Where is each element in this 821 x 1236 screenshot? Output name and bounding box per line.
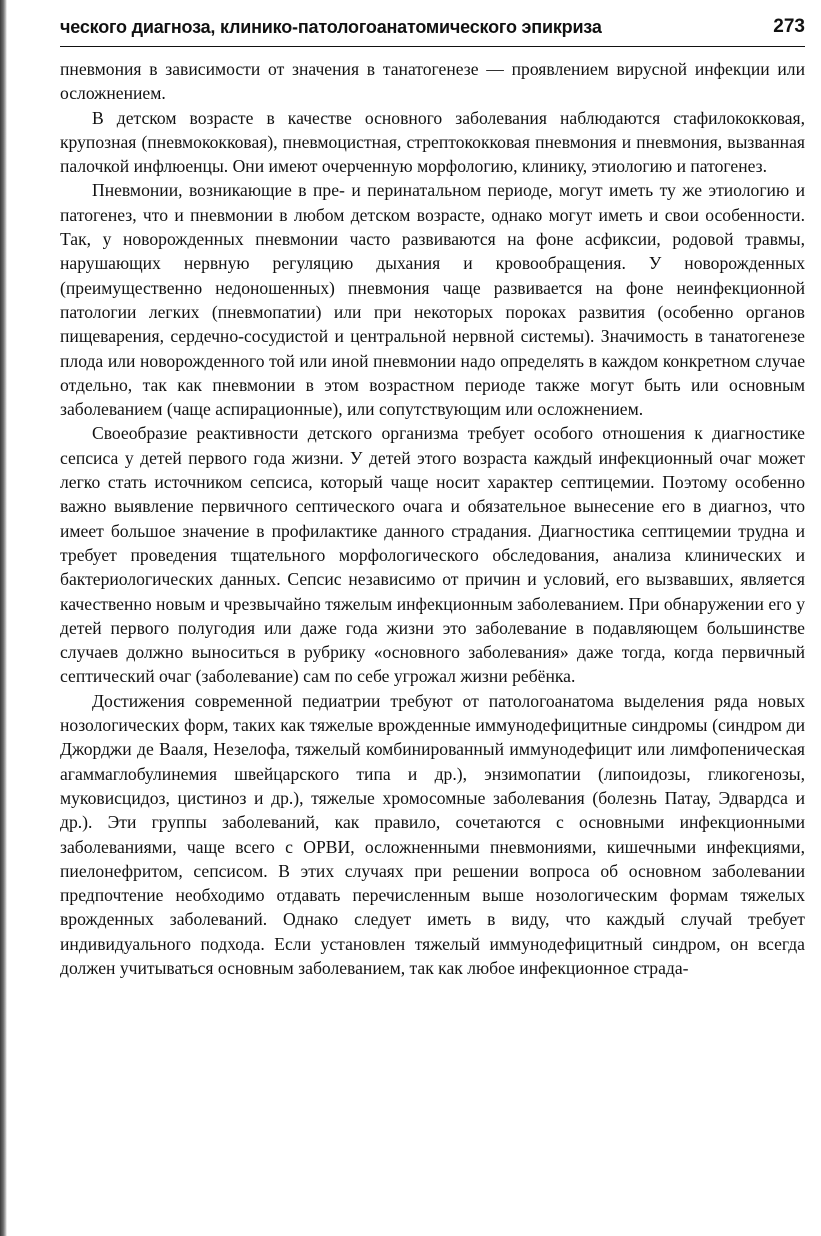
running-title: ческого диагноза, клинико-патологоанатомического эпикриза bbox=[60, 17, 602, 37]
page-body bbox=[60, 57, 805, 980]
paragraph-sepsis: Своеобразие реактивности детского организма требует особого отношения к диагностике сепсиса у детей первого года жизни. У детей этого возраста каждый инфекционный очаг может легко стать источником сепсиса, который чаще носит характер септицемии. Поэтому особенно важно выявление первичного септического очага и обязательное вынесение его в диагноз, что имеет большое значение в профилактике данного страдания. Диагностика септицемии трудна и требует проведения тщательного морфологического обследования, анализа клинических и бактериологических данных. Сепсис независимо от причин и условий, его вызвавших, является качественно новым и чрезвычайно тяжелым инфекционным заболеванием. При обнаружении его у детей первого полугодия или даже года жизни это заболевание в подавляющем большинстве случаев должно выноситься в рубрику «основного заболевания» даже тогда, когда первичный септический очаг (заболевание) сам по себе угрожал жизни ребёнка. bbox=[60, 423, 805, 687]
page-number: 273 bbox=[773, 16, 805, 37]
paragraph-child-pneumonia: В детском возрасте в качестве основного заболевания наблюдаются стафилококковая, крупозная (пневмококковая), пневмоцистная, стрептококковая пневмония и пневмония, вызванная палочкой инфлюенцы. Они имеют очерченную морфологию, клинику, этиологию и патогенез. bbox=[60, 107, 805, 177]
page-header bbox=[60, 16, 805, 47]
paragraph-continuation: пневмония в зависимости от значения в танатогенезе — проявлением вирусной инфекции или осложнением. bbox=[60, 59, 805, 104]
paragraph-nosological-forms: Достижения современной педиатрии требуют от патологоанатома выделения ряда новых нозологических форм, таких как тяжелые врожденные иммунодефицитные синдромы (синдром ди Джорджи де Вааля, Незелофа, тяжелый комбинированный иммунодефицит или лимфопеническая агаммаглобулинемия швейцарского типа и др.), энзимопатии (липоидозы, гликогенозы, муковисцидоз, цистиноз и др.), тяжелые хромосомные заболевания (болезнь Патау, Эдвардса и др.). Эти группы заболеваний, как правило, сочетаются с основными инфекционными заболеваниями, чаще всего с ОРВИ, осложненными пневмониями, кишечными инфекциями, пиелонефритом, сепсисом. В этих случаях при решении вопроса об основном заболевании предпочтение необходимо отдавать перечисленным выше нозологическим формам тяжелых врожденных заболеваний. Однако следует иметь в виду, что каждый случай требует индивидуального подхода. Если установлен тяжелый иммунодефицитный синдром, он всегда должен учитываться основным заболеванием, так как любое инфекционное страда- bbox=[60, 690, 805, 978]
paragraph-perinatal-pneumonia: Пневмонии, возникающие в пре- и перинатальном периоде, могут иметь ту же этиологию и патогенез, что и пневмонии в любом детском возрасте, однако могут иметь и свои особенности. Так, у новорожденных пневмонии часто развиваются на фоне асфиксии, родовой травмы, нарушающих нервную регуляцию дыхания и кровообращения. У новорожденных (преимущественно недоношенных) пневмония чаще развивается на фоне неинфекционной патологии легких (пневмопатии) или при некоторых пороках развития (особенно органов пищеварения, сердечно-сосудистой и центральной нервной системы). Значимость в танатогенезе плода или новорожденного той или иной пневмонии надо определять в каждом конкретном случае отдельно, так как пневмонии в этом возрастном периоде также могут быть или основным заболеванием (чаще аспирационные), или сопутствующим или осложнением. bbox=[60, 180, 805, 420]
page-spine-shadow bbox=[0, 0, 7, 1236]
